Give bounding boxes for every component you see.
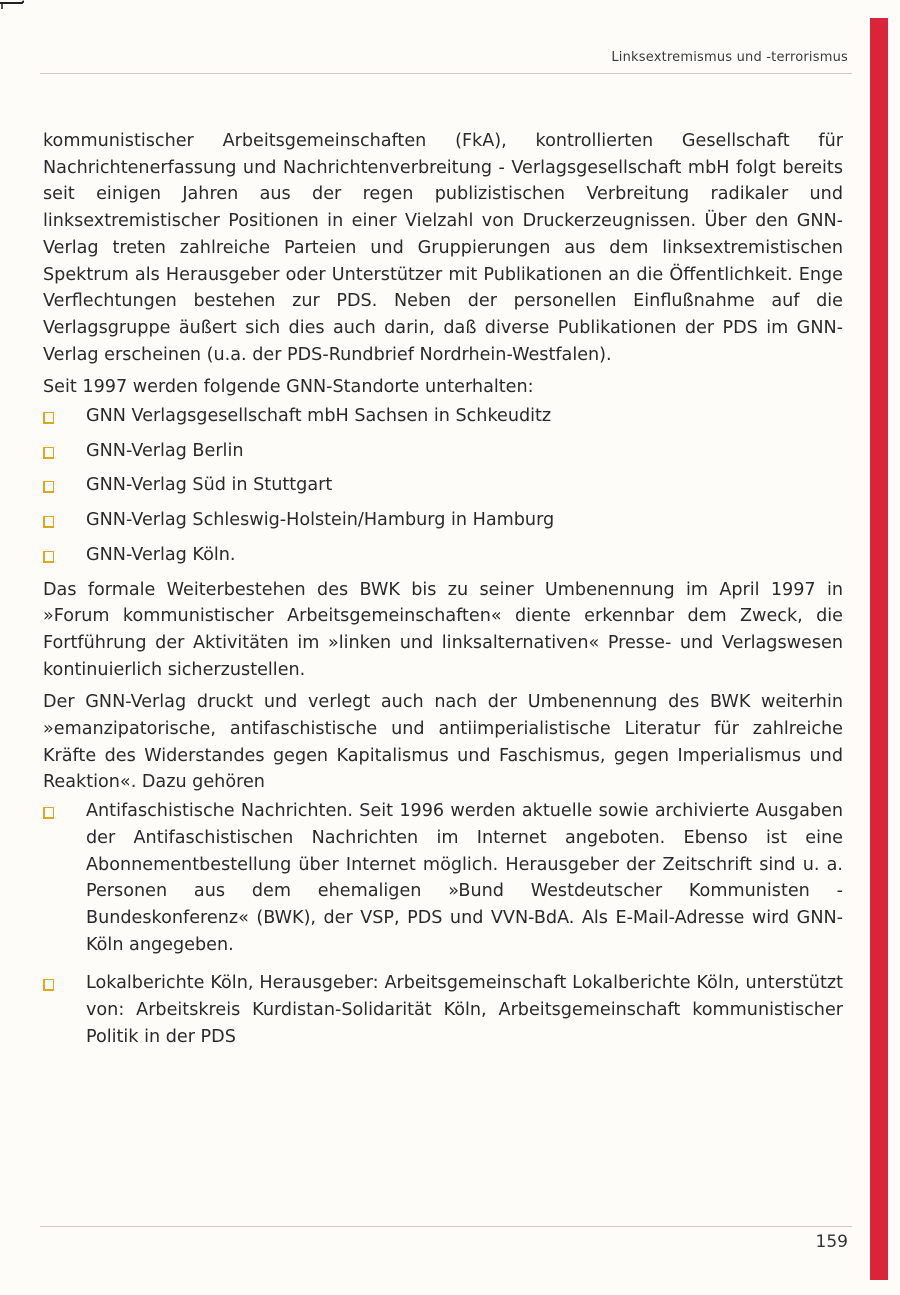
checkbox-bullet-icon xyxy=(43,412,54,424)
locations-list xyxy=(43,403,843,569)
list-item xyxy=(43,438,843,465)
paragraph-gnn-publishing: Der GNN-Verlag druckt und verlegt auch nach der Umbenennung des BWK weiterhin »emanzipatorische, antifaschistische und antiimperialistische Literatur für zahlreiche Kräfte des Widerstandes gegen Kapitalismus und Faschismus, gegen Imperialismus und Reaktion«. Dazu gehören xyxy=(43,692,843,793)
location-text: GNN Verlagsgesellschaft mbH Sachsen in Schkeuditz xyxy=(86,406,552,427)
list-item xyxy=(43,970,843,1050)
checkbox-bullet-icon xyxy=(43,481,54,493)
publication-text: Lokalberichte Köln, Herausgeber: Arbeitsgemeinschaft Lokalberichte Köln, unterstützt von: Arbeitskreis Kurdistan-Solidarität Köln, Arbeitsgemeinschaft kommunistischer Politik in der PDS xyxy=(86,973,843,1047)
location-text: GNN-Verlag Köln. xyxy=(86,544,236,565)
page-number: 159 xyxy=(815,1232,848,1252)
checkbox-bullet-icon xyxy=(43,979,54,991)
paragraph-gnn-intro: kommunistischer Arbeitsgemeinschaften (FkA), kontrollierten Gesellschaft für Nachrichtenerfassung und Nachrichtenverbreitung - Verlagsgesellschaft mbH folgt bereits seit einigen Jahren aus der regen publizistischen Verbreitung radikaler und linksextremistischer Positionen in einer Vielzahl von Druckerzeugnissen. Über den GNN-Verlag treten zahlreiche Parteien und Gruppierungen aus dem linksextremistischen Spektrum als Herausgeber oder Unterstützer mit Publikationen an die Öffentlichkeit. Engе Verflechtungen bestehen zur PDS. Neben der personellen Einflußnahme auf die Verlagsgruppe äußert sich dies auch darin, daß diverse Publikationen der PDS im GNN-Verlag erscheinen (u.a. der PDS-Rundbrief Nordrhein-Westfalen). xyxy=(43,131,843,365)
footer-divider xyxy=(40,1226,852,1227)
header-divider xyxy=(40,73,852,74)
location-text: GNN-Verlag Süd in Stuttgart xyxy=(86,475,333,496)
publications-list xyxy=(43,798,843,1050)
list-item xyxy=(43,403,843,430)
paragraph-bwk-continuation: Das formale Weiterbestehen des BWK bis zu seiner Umbenennung im April 1997 in »Forum kommunistischer Arbeitsgemeinschaften« diente erkennbar dem Zweck, die Fortführung der Aktivitäten im »linken und linksalternativen« Presse- und Verlagswesen kontinuierlich sicherzustellen. xyxy=(43,579,843,680)
list-item xyxy=(43,798,843,958)
red-margin-bar xyxy=(870,18,888,1280)
running-header: Linksextremismus und -terrorismus xyxy=(611,50,848,65)
list-item xyxy=(43,542,843,569)
checkbox-bullet-icon xyxy=(43,516,54,528)
publication-text: Antifaschistische Nachrichten. Seit 1996 werden aktuelle sowie archivierte Ausgaben der Antifaschistischen Nachrichten im Internet angeboten. Ebenso ist eine Abonnementbestellung über Internet möglich. Herausgeber der Zeitschrift sind u. a. Personen aus dem ehemaligen »Bund Westdeutscher Kommunisten - Bundeskonferenz« (BWK), der VSP, PDS und VVN-BdA. Als E-Mail-Adresse wird GNN-Köln angegeben. xyxy=(86,801,843,955)
checkbox-bullet-icon xyxy=(43,447,54,459)
checkbox-bullet-icon xyxy=(43,551,54,563)
page-body xyxy=(43,128,843,1063)
list-item xyxy=(43,472,843,499)
location-text: GNN-Verlag Berlin xyxy=(86,440,244,461)
paragraph-locations-intro: Seit 1997 werden folgende GNN-Standorte unterhalten: xyxy=(43,377,534,398)
checkbox-bullet-icon xyxy=(43,807,54,819)
list-item xyxy=(43,507,843,534)
corner-crop-mark xyxy=(0,0,24,10)
location-text: GNN-Verlag Schleswig-Holstein/Hamburg in Hamburg xyxy=(86,510,555,531)
